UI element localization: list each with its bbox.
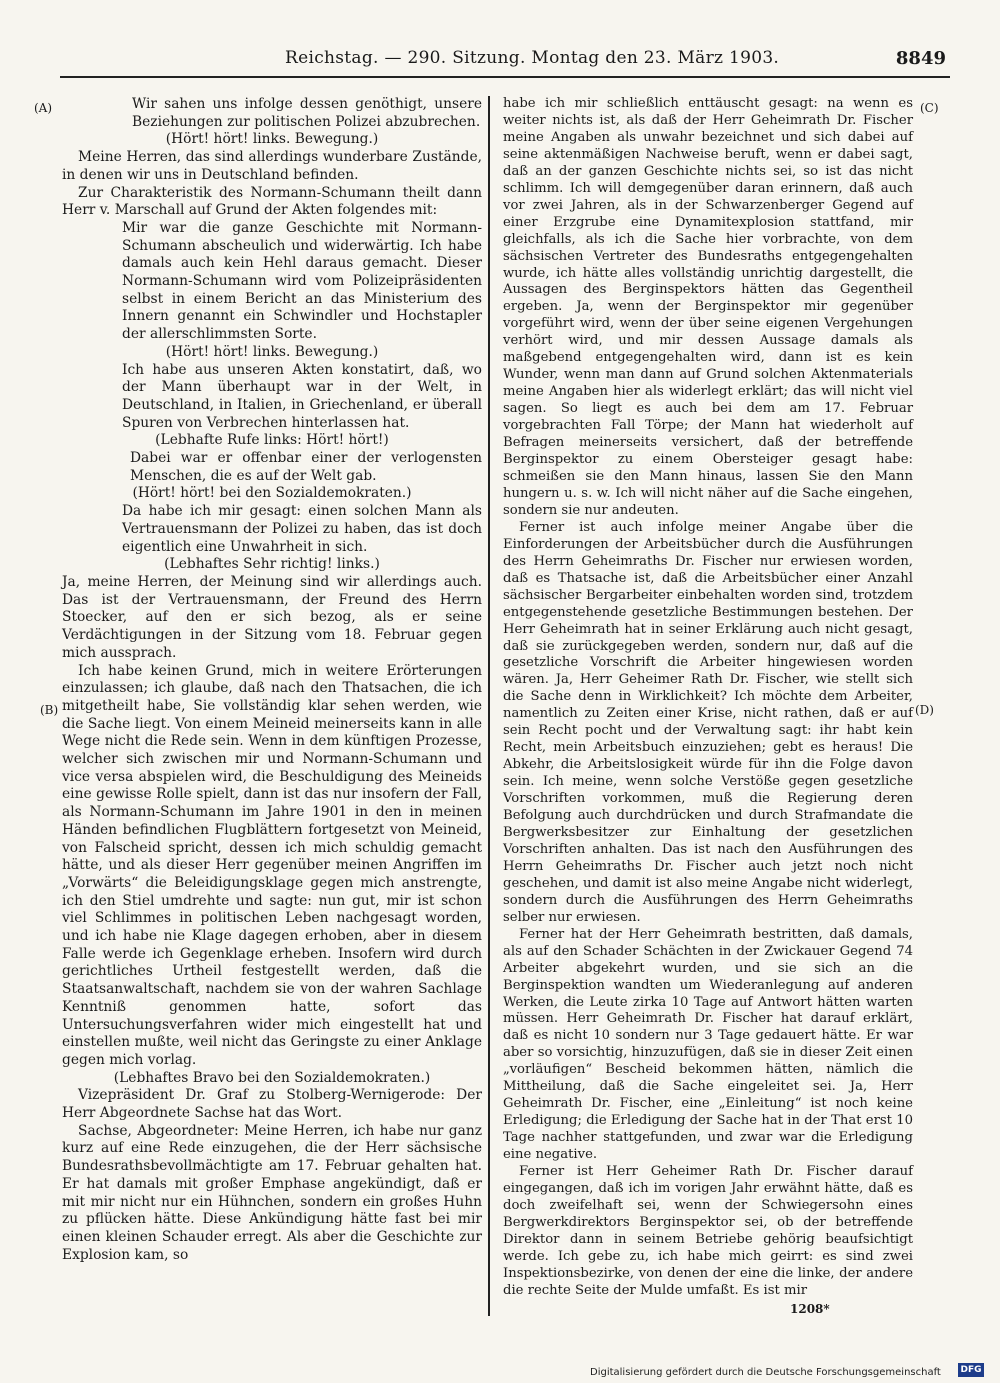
body-paragraph: Zur Charakteristik des Normann-Schumann theilt dann Herr v. Marschall auf Grund der Akten folgendes mit: [62, 184, 482, 219]
quote-paragraph: Wir sahen uns infolge dessen genöthigt, unsere Beziehungen zur politischen Polizei abzubrechen. [132, 96, 482, 130]
margin-marker-b: (B) [40, 703, 59, 717]
body-paragraph: habe ich mir schließlich enttäuscht gesagt: na wenn es weiter nichts ist, als daß der Herr Geheimrath Dr. Fischer meine Angaben als unwahr bezeichnet und sich dabei auf seine aktenmäßigen Nachweise beruft, wenn er dabei sagt, daß an der ganzen Geschichte nichts sei, so ist das nicht schlimm. Ich will demgegenüber daran erinnern, daß auch vor zwei Jahren, als in der Schwarzenberger Gegend auf einer Erzgrube eine Dynamitexplosion stattfand, mir gleichfalls, als ich die Sache hier vorbrachte, von dem sächsischen Vertreter des Bundesraths entgegengehalten wurde, ich hätte alles vollständig unrichtig dargestellt, die Aussagen des Berginspektors hätten das Gegentheil ergeben. Ja, wenn der Berginspektor mir gegenüber vorgeführt wird, wenn der über seine eigenen Vergehungen verhört wird, und mir dessen Aussage damals als maßgebend entgegengehalten wird, dann ist es kein Wunder, wenn man dann auf Grund solchen Aktenmaterials meine Angaben hier als widerlegt erklärt; das will nicht viel sagen. So liegt es auch bei dem am 17. Februar vorgebrachten Fall Törpe; der Mann hat wiederholt auf Befragen meinerseits versichert, daß der betreffende Berginspektor zu einem Obersteiger gesagt habe: schmeißen sie den Mann hinaus, lassen Sie den Mann hungern u. s. w. Ich will nicht näher auf die Sache eingehen, sondern sie nur andeuten. [503, 96, 913, 518]
body-paragraph: Meine Herren, das sind allerdings wunderbare Zustände, in denen wir uns in Deutschland befinden. [62, 149, 482, 183]
quote-paragraph: Dabei war er offenbar einer der verlogensten Menschen, die es auf der Welt gab. [130, 450, 482, 484]
digitization-credit: Digitalisierung gefördert durch die Deutsche Forschungsgemeinschaft [590, 1367, 941, 1378]
body-paragraph: Ich habe keinen Grund, mich in weitere Erörterungen einzulassen; ich glaube, daß nach den Thatsachen, die ich mitgetheilt habe, Sie vollständig klar sehen werden, wie die Sache liegt. Von einem Meineid meinerseits kann in alle Wege nicht die Rede sein. Wenn in dem künftigen Prozesse, welcher sich zwischen mir und Normann-Schumann und vice versa abspielen wird, die Beschuldigung des Meineids eine gewisse Rolle spielt, dann ist das nur insofern der Fall, als Normann-Schumann im Jahre 1901 in den in meinen Händen befindlichen Flugblättern fortgesetzt von Meineid, von Falscheid spricht, dessen ich mich schuldig gemacht hätte, und als dieser Herr gegenüber meinen Angriffen im „Vorwärts“ die Beleidigungsklage gegen mich anstrengte, ich den Stiel umdrehte und sagte: nun gut, mir ist schon viel Schlimmes in politischen Leben nachgesagt worden, und ich habe nie Klage dagegen erhoben, aber in diesem Falle werde ich Gegenklage erheben. Insofern wird durch gerichtliches Urtheil festgestellt werden, daß die Staatsanwaltschaft, nachdem sie von der wahren Sachlage Kenntniß genommen hatte, sofort das Untersuchungsverfahren wider mich eingestellt hat und einstellen mußte, weil nicht das Geringste zu einer Anklage gegen mich vorlag. [62, 662, 482, 1068]
body-paragraph: Ja, meine Herren, der Meinung sind wir allerdings auch. Das ist der Vertrauensmann, der Freund des Herrn Stoecker, auf den er sich bezog, als er seine Verdächtigungen in der Sitzung vom 18. Februar gegen mich aussprach. [62, 573, 482, 661]
quote-paragraph: Ich habe aus unseren Akten konstatirt, daß, wo der Mann überhaupt war in der Welt, in Deutschland, in Italien, in Griechenland, er überall Spuren von Verbrechen hinterlassen hat. [122, 361, 482, 431]
body-paragraph: Ferner ist auch infolge meiner Angabe über die Einforderungen der Arbeitsbücher durch die Ausführungen des Herrn Geheimraths Dr. Fischer nur erwiesen worden, daß es Thatsache ist, daß die Arbeitsbücher einer Anzahl sächsischer Bergarbeiter einbehalten worden sind, trotzdem entgegenstehende gesetzliche Bestimmungen bestehen. Der Herr Geheimrath hat in seiner Erklärung auch nicht gesagt, daß sie zurückgegeben werden, sondern nur, daß auf die gesetzliche Vorschrift die Arbeiter hingewiesen worden wären. Ja, Herr Geheimer Rath Dr. Fischer, wie stellt sich die Sache denn in Wirklichkeit? Ich möchte dem Arbeiter, namentlich zu Zeiten einer Krise, nicht rathen, daß er auf sein Recht pocht und der Verwaltung sagt: ihr habt kein Recht, mein Arbeitsbuch einzuziehen; gebt es heraus! Die Abkehr, die Arbeitslosigkeit würde für ihn die Folge davon sein. Ich meine, wenn solche Verstöße gegen gesetzliche Vorschriften vorkommen, muß die Regierung deren Befolgung auch durchdrücken und durch Strafmandate die Bergwerksbesitzer zur Einhaltung der gesetzlichen Vorschriften anhalten. Das ist nach den Ausführungen des Herrn Geheimraths Dr. Fischer auch jetzt noch nicht geschehen, und damit ist also meine Angabe nicht widerlegt, sondern durch die Ausführungen des Herrn Geheimraths selber nur erwiesen. [503, 519, 913, 925]
left-column [62, 96, 482, 1264]
body-paragraph: Ferner ist Herr Geheimer Rath Dr. Fischer darauf eingegangen, daß ich im vorigen Jahr erwähnt hätte, daß es doch zweifelhaft sei, wenn der Schwiegersohn eines Bergwerkdirektors Berginspektor sei, ob der betreffende Direktor dann in seinem Betriebe gehörig beaufsichtigt werde. Ich gebe zu, ich habe mich geirrt: es sind zwei Inspektionsbezirke, von denen der eine die linke, der andere die rechte Seite der Mulde umfaßt. Es ist mir [503, 1164, 913, 1298]
interjection: (Hört! hört! links. Bewegung.) [165, 343, 379, 360]
body-paragraph: Ferner hat der Herr Geheimrath bestritten, daß damals, als auf den Schader Schächten in der Zwickauer Gegend 74 Arbeiter abgekehrt wurden, und sie sich an die Berginspektion wandten um Wiederanlegung auf anderen Werken, die Leute zirka 10 Tage auf Antwort hätten warten müssen. Herr Geheimrath Dr. Fischer hat darauf erklärt, daß es nicht 10 sondern nur 3 Tage gedauert hätte. Er war aber so vorsichtig, hinzuzufügen, daß sie in dieser Zeit einen „vorläufigen“ Bescheid bekommen hätten, nämlich die Mittheilung, daß die Sache eingeleitet sei. Ja, Herr Geheimrath Dr. Fischer, eine „Einleitung“ ist noch keine Erledigung; die Erledigung der Sache hat in der That erst 10 Tage nachher stattgefunden, und zwar war die Erledigung eine negative. [503, 926, 913, 1163]
interjection: (Lebhafte Rufe links: Hört! hört!) [155, 432, 389, 449]
interjection: (Hört! hört! bei den Sozialdemokraten.) [132, 485, 412, 502]
interjection: (Lebhaftes Sehr richtig! links.) [164, 556, 380, 573]
sheet-signature: 1208* [790, 1302, 830, 1316]
page-header [60, 46, 950, 78]
margin-marker-d: (D) [915, 703, 934, 717]
speaker-paragraph: Vizepräsident Dr. Graf zu Stolberg-Wernigerode: Der Herr Abgeordnete Sachse hat das Wort. [62, 1087, 482, 1122]
margin-marker-c: (C) [920, 101, 939, 115]
interjection: (Hört! hört! links. Bewegung.) [165, 131, 379, 148]
quote-paragraph: Da habe ich mir gesagt: einen solchen Mann als Vertrauensmann der Polizei zu haben, das ist doch eigentlich eine Unwahrheit in sich. [122, 503, 482, 555]
dfg-logo: DFG [958, 1363, 984, 1377]
running-title: Reichstag. — 290. Sitzung. Montag den 23. März 1903. [285, 48, 780, 68]
page-number: 8849 [895, 48, 946, 69]
margin-marker-a: (A) [34, 101, 53, 115]
quote-paragraph: Mir war die ganze Geschichte mit Normann-Schumann abscheulich und widerwärtig. Ich habe damals auch kein Hehl daraus gemacht. Dieser Normann-Schumann wird vom Polizeipräsidenten selbst in einem Bericht an das Ministerium des Innern genannt ein Schwindler und Hochstapler der allerschlimmsten Sorte. [122, 219, 482, 343]
right-column [503, 96, 913, 1300]
speaker-paragraph: Sachse, Abgeordneter: Meine Herren, ich habe nur ganz kurz auf eine Rede einzugehen, die der Herr sächsische Bundesrathsbevollmächtigte am 17. Februar gehalten hat. Er hat damals mit großer Emphase angekündigt, daß er mit mir nicht nur ein Hühnchen, sondern ein großes Huhn zu pflücken hätte. Diese Ankündigung hätte fast bei mir einen kleinen Schauder erregt. Als aber die Geschichte zur Explosion kam, so [62, 1122, 482, 1263]
column-divider [488, 96, 490, 1316]
interjection: (Lebhaftes Bravo bei den Sozialdemokraten.) [113, 1069, 431, 1086]
